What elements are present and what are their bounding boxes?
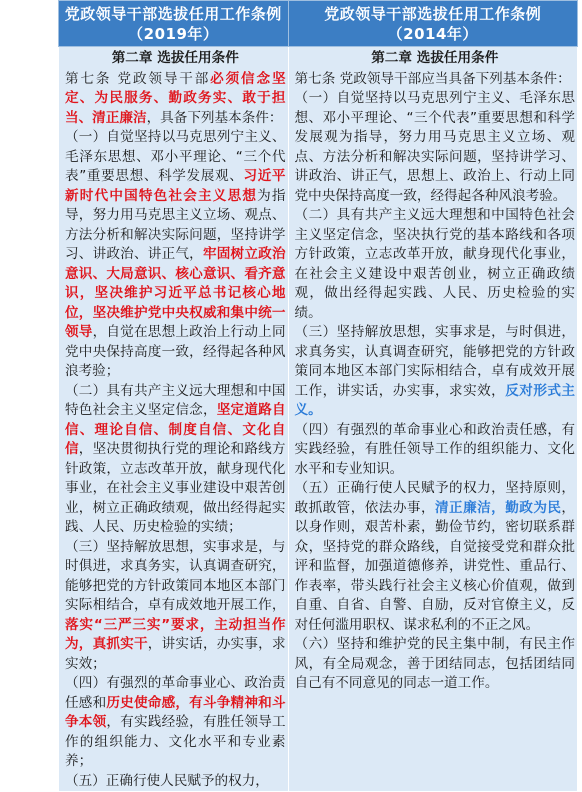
header-2019-title: 党政领导干部选拔任用工作条例 [64, 5, 282, 23]
article-paragraph [295, 323, 575, 421]
article-paragraph [65, 674, 286, 772]
header-row [59, 1, 578, 47]
removed-text-highlight: 反对形式主义。 [294, 382, 576, 418]
column-2014 [288, 47, 577, 792]
paragraph-text: 为指导，努力用马克思主义立场、观点、方法分析和解决实际问题，坚持讲学习、讲政治、讲正气， [65, 187, 286, 262]
paragraph-text: （二）具有共产主义远大理想和中国特色社会主义坚定信念， [65, 382, 286, 418]
paragraph-text: ，有实践经验，有胜任领导工作的组织能力、文化水平和专业素养； [65, 714, 286, 769]
paragraph-text: （四）有强烈的革命事业心、政治责任感和 [65, 675, 286, 711]
article-text-2019 [65, 70, 286, 792]
article-paragraph [295, 70, 575, 90]
added-text-highlight: 落实“三严三实”要求，主动担当作为，真抓实干 [65, 616, 286, 652]
paragraph-text: ，以身作则，艰苦朴素，勤俭节约，密切联系群众，坚持党的群众路线，自觉接受党和群众批评和监督，加强道德修养，讲党性、重品行、作表率，带头践行社会主义核心价值观，做到自重、自省、自警、自励，反对官僚主义，反对任何滥用职权、谋求私利的不正之风。 [294, 499, 576, 633]
paragraph-text: （一）自觉坚持以马克思列宁主义、毛泽东思想、邓小平理论、“三个代表”重要思想、科学发展观、 [65, 129, 286, 184]
added-text-highlight: 历史使命感，有斗争精神和斗争本领 [65, 694, 286, 730]
chapter-title-2019: 第二章 选拔任用条件 [111, 50, 239, 66]
removed-text-highlight: 清正廉洁，勤政为民 [435, 499, 562, 516]
added-text-highlight: 坚定道路自信、理论自信、制度自信、文化自信 [65, 402, 286, 457]
header-2019-year: （2019年） [128, 25, 219, 43]
article-paragraph [65, 772, 286, 792]
article-paragraph [65, 70, 286, 129]
paragraph-text: ，讲实话，办实事，求实效； [65, 636, 286, 672]
header-2014 [288, 1, 577, 47]
article-paragraph [295, 635, 575, 694]
comparison-table [58, 0, 578, 792]
paragraph-text: ，坚决贯彻执行党的理论和路线方针政策，立志改革开放，献身现代化事业，在社会主义事业建设中艰苦创业，树立正确政绩观，做出经得起实践、人民、历史检验的实绩； [65, 441, 286, 535]
header-2014-year: （2014年） [387, 25, 478, 43]
added-text-highlight: 牢固树立政治意识、大局意识、核心意识、看齐意识，坚决维护习近平总书记核心地位，坚决维护党中央权威和集中统一领导 [65, 246, 286, 340]
chapter-title-2014: 第二章 选拔任用条件 [371, 50, 499, 66]
article-paragraph [295, 89, 575, 206]
paragraph-text: 第七条 党政领导干部 [65, 70, 211, 87]
article-paragraph [65, 538, 286, 675]
paragraph-text: （二）具有共产主义远大理想和中国特色社会主义坚定信念，坚决执行党的基本路线和各项方针政策，立志改革开放，献身现代化事业，在社会主义建设中艰苦创业，树立正确政绩观，做出经得起实践、人民、历史检验的实绩。 [294, 207, 575, 321]
header-2014-title: 党政领导干部选拔任用工作条例 [324, 5, 542, 23]
article-paragraph [295, 479, 575, 635]
article-paragraph [295, 421, 575, 480]
paragraph-text: ，自觉在思想上政治上行动上同党中央保持高度一致，经得起各种风浪考验； [65, 324, 286, 379]
header-2019 [59, 1, 289, 47]
paragraph-text: ，具备下列基本条件： [146, 109, 283, 126]
paragraph-text: （三）坚持解放思想，实事求是，与时俱进，求真务实，认真调查研究，能够把党的方针政策同本地区本部门实际相结合，卓有成效地开展工作， [65, 538, 286, 613]
added-text-highlight: 必须信念坚定、为民服务、勤政务实、敢于担当、清正廉洁 [65, 70, 286, 126]
added-text-highlight: 习近平新时代中国特色社会主义思想 [65, 168, 286, 204]
column-2019 [59, 47, 289, 792]
paragraph-text: 第七条 党政领导干部应当具备下列基本条件： [294, 70, 571, 87]
paragraph-text: （一）自觉坚持以马克思列宁主义、毛泽东思想、邓小平理论、“三个代表”重要思想和科学发展观为指导，努力用马克思主义立场、观点、方法分析和解决实际问题，坚持讲学习、讲政治、讲正气，思想上、政治上、行动上同党中央保持高度一致，经得起各种风浪考验。 [294, 90, 575, 204]
article-paragraph [65, 128, 286, 382]
paragraph-text: （四）有强烈的革命事业心和政治责任感，有实践经验，有胜任领导工作的组织能力、文化水平和专业知识。 [294, 421, 575, 477]
paragraph-text: （五）正确行使人民赋予的权力，坚持原则，敢抓敢管，依法办事， [294, 480, 575, 516]
paragraph-text: （三）坚持解放思想，实事求是，与时俱进，求真务实，认真调查研究，能够把党的方针政策同本地区本部门实际相结合，卓有成效开展工作，讲实话，办实事，求实效， [294, 324, 575, 399]
article-paragraph [65, 382, 286, 538]
comparison-table-wrapper [58, 0, 582, 789]
paragraph-text: （六）坚持和维护党的民主集中制，有民主作风，有全局观念，善于团结同志，包括团结同自己有不同意见的同志一道工作。 [294, 636, 575, 691]
article-text-2014 [295, 70, 575, 694]
article-paragraph [295, 206, 575, 323]
content-row [59, 47, 578, 792]
paragraph-text: （五）正确行使人民赋予的权力， [65, 772, 269, 789]
